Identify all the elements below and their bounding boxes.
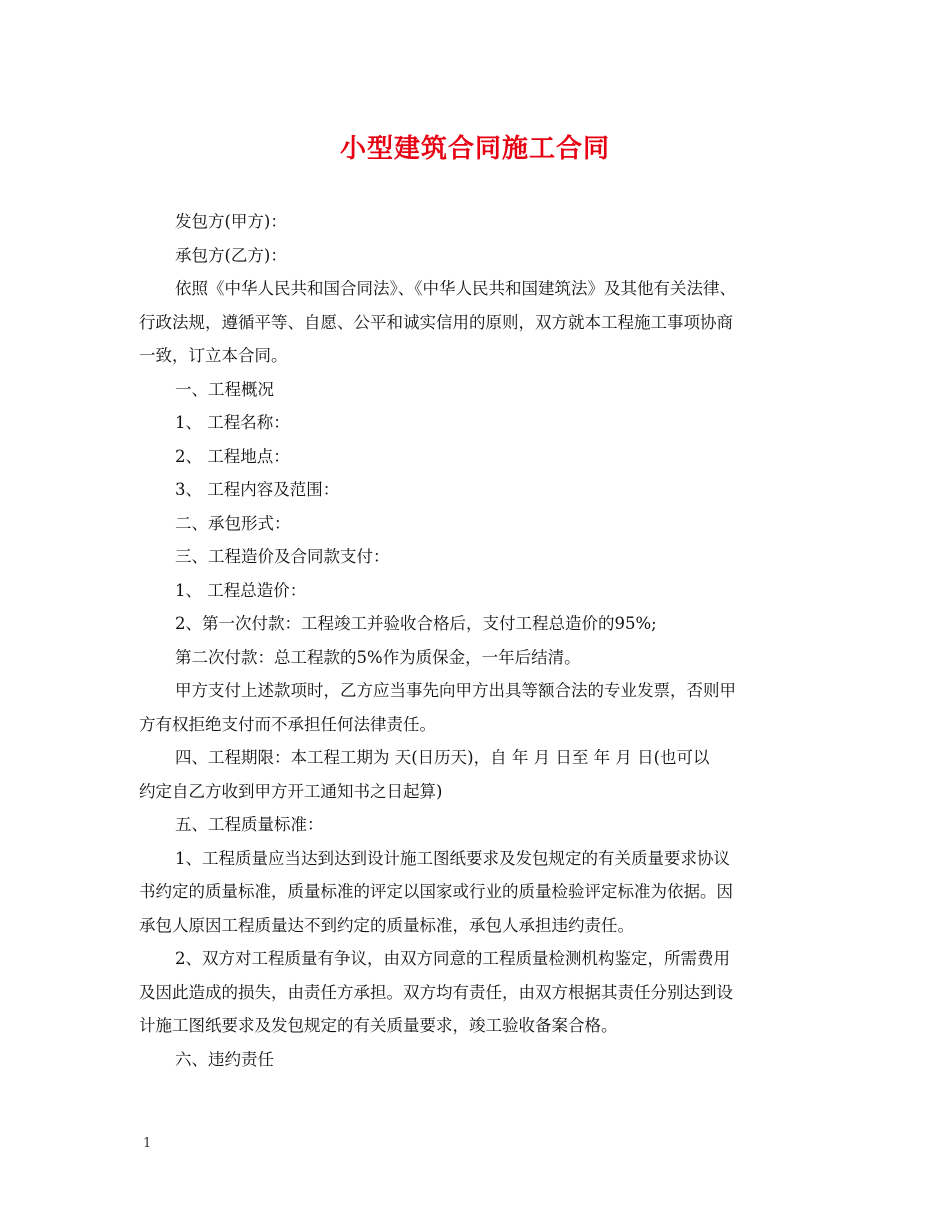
paragraph-line: 发包方(甲方)： (175, 212, 287, 231)
paragraph-line: 四、工程期限：本工程工期为 天(日历天)，自 年 月 日至 年 月 日(也可以 (175, 748, 710, 767)
paragraph-line: 一致，订立本合同。 (139, 346, 288, 365)
paragraph-line: 2、双方对工程质量有争议，由双方同意的工程质量检测机构鉴定，所需费用 (175, 949, 730, 968)
paragraph-line: 约定自乙方收到甲方开工通知书之日起算) (139, 781, 443, 801)
paragraph-line: 1、 工程名称： (175, 413, 290, 432)
paragraph-line: 五、工程质量标准： (175, 815, 324, 834)
paragraph-line: 承包方(乙方)： (175, 245, 287, 265)
paragraph-line: 二、承包形式： (175, 513, 291, 533)
paragraph-line: 承包人原因工程质量达不到约定的质量标准，承包人承担违约责任。 (139, 915, 634, 935)
paragraph-line: 一、工程概况 (175, 379, 274, 399)
paragraph-line: 行政法规，遵循平等、自愿、公平和诚实信用的原则，双方就本工程施工事项协商 (139, 312, 733, 332)
paragraph-line: 计施工图纸要求及发包规定的有关质量要求，竣工验收备案合格。 (139, 1016, 618, 1035)
page-number: 1 (143, 1136, 152, 1151)
document-title: 小型建筑合同施工合同 (339, 134, 610, 164)
paragraph-line: 六、违约责任 (175, 1049, 274, 1069)
paragraph-line: 及因此造成的损失，由责任方承担。双方均有责任，由双方根据其责任分别达到设 (139, 982, 733, 1002)
paragraph-line: 三、工程造价及合同款支付： (175, 547, 390, 566)
paragraph-line: 甲方支付上述款项时，乙方应当事先向甲方出具等额合法的专业发票，否则甲 (175, 681, 736, 700)
paragraph-line: 依照《中华人民共和国合同法》、《中华人民共和国建筑法》及其他有关法律、 (175, 279, 736, 298)
paragraph-line: 书约定的质量标准，质量标准的评定以国家或行业的质量检验评定标准为依据。因 (139, 882, 733, 901)
document-body (139, 205, 811, 1076)
paragraph-line: 2、 工程地点： (175, 446, 290, 466)
paragraph-line: 第二次付款：总工程款的5%作为质保金，一年后结清。 (175, 647, 581, 667)
paragraph-line: 2、第一次付款：工程竣工并验收合格后，支付工程总造价的95%; (175, 614, 657, 633)
paragraph-line: 1、工程质量应当达到达到设计施工图纸要求及发包规定的有关质量要求协议 (175, 848, 730, 868)
paragraph-line: 3、 工程内容及范围： (175, 480, 340, 499)
paragraph-line: 方有权拒绝支付而不承担任何法律责任。 (139, 714, 436, 734)
paragraph-line: 1、 工程总造价： (175, 580, 307, 600)
